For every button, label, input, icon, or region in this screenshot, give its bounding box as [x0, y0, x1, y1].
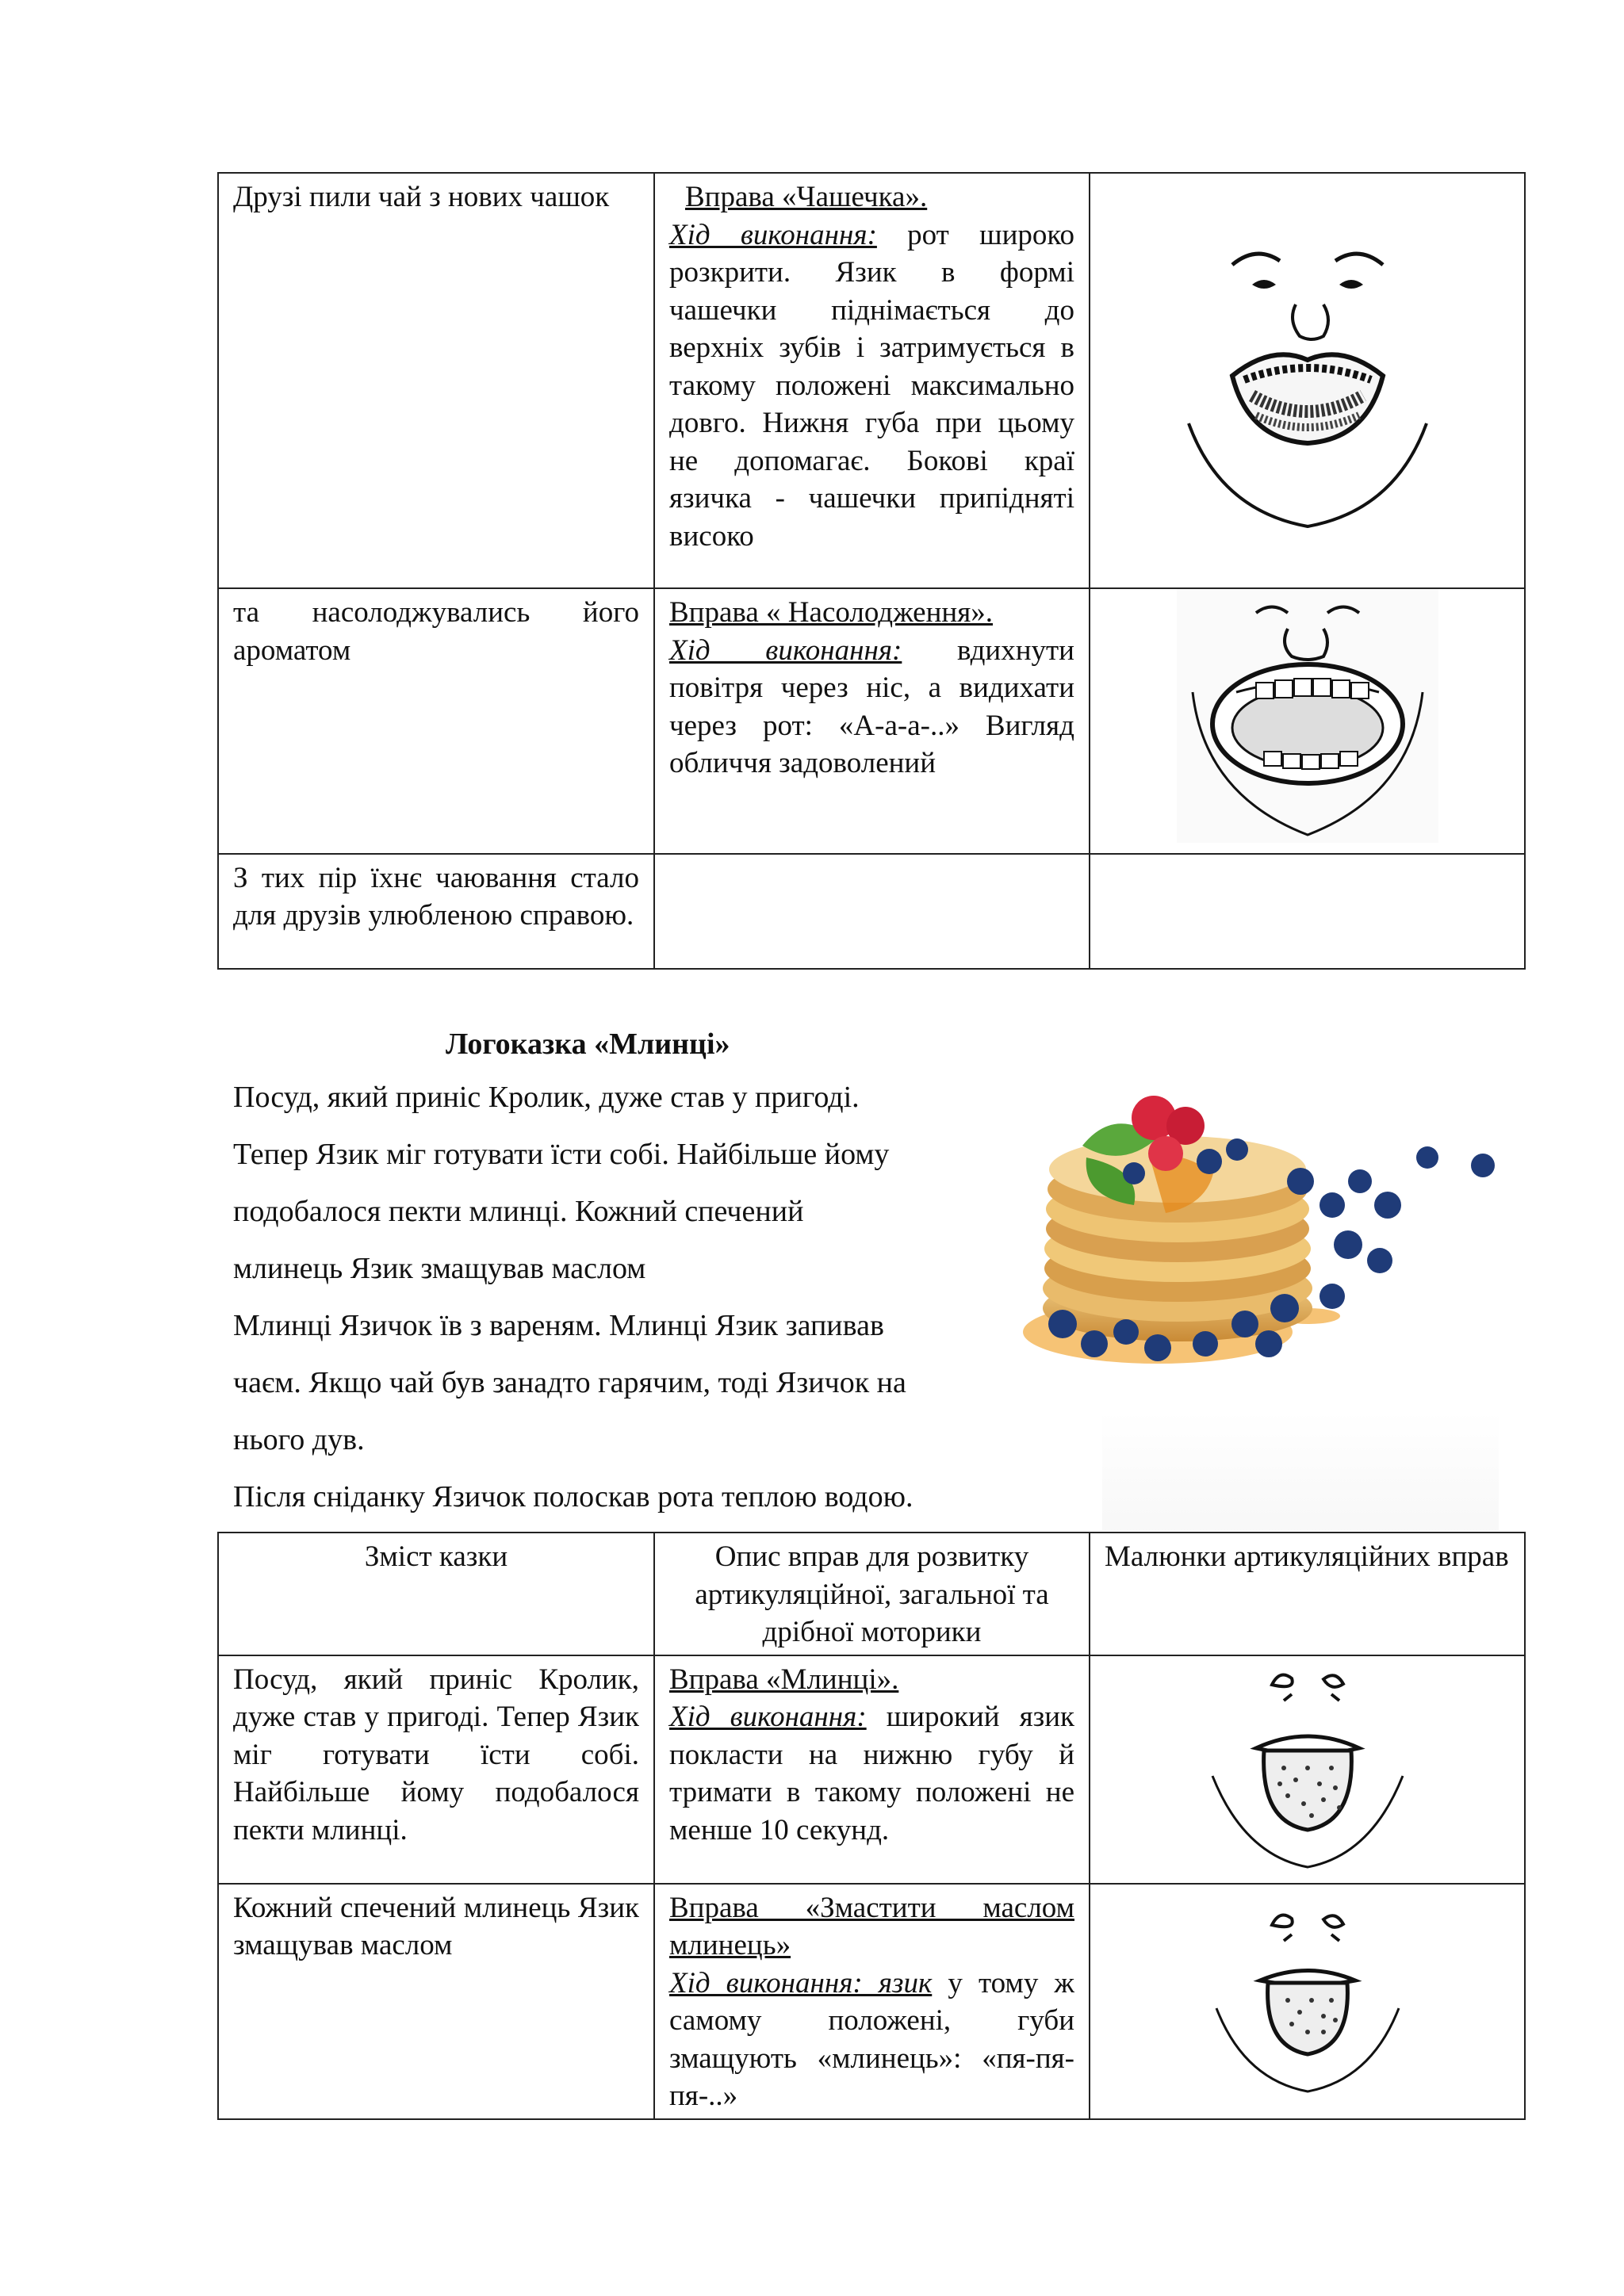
how-label: Хід виконання:	[669, 633, 902, 667]
exercise-cell	[654, 1884, 1090, 2119]
how-text: вдихнути повітря через ніс, а видихати через рот: «А-а-а-..» Вигляд обличчя задоволений	[669, 633, 1074, 779]
story-cell	[218, 1655, 654, 1884]
how-label: Хід виконання:	[669, 1701, 867, 1733]
exercise-cell	[654, 588, 1090, 854]
how-text: широкий язик покласти на нижню губу й тримати в такому положені не менше 10 секунд.	[669, 1701, 1074, 1846]
how-text: у тому ж самому положені, губи змащують «млинець»: «пя-пя-пя-..»	[669, 1966, 1074, 2112]
story-line: млинець Язик змащував маслом	[233, 1252, 646, 1285]
table-row	[218, 588, 1525, 854]
header-text: Малюнки артикуляційних вправ	[1105, 1540, 1509, 1573]
open-mouth-illustration	[1177, 589, 1438, 843]
picture-cell	[1090, 1655, 1525, 1884]
story-line: Млинці Язичок їв з вареням. Млинці Язик запивав	[233, 1309, 884, 1342]
picture-cell	[1090, 1884, 1525, 2119]
exercise-cell-empty	[654, 854, 1090, 969]
how-label: Хід виконання: язик	[669, 1966, 933, 1999]
exercise-table-1	[217, 172, 1526, 970]
story-line: подобалося пекти млинці. Кожний спечений	[233, 1195, 804, 1228]
picture-cell	[1090, 588, 1525, 854]
story-text: та насолоджувались його ароматом	[233, 596, 639, 667]
picture-cell	[1090, 173, 1525, 588]
story-text: З тих пір їхнє чаювання стало для друзів улюбленою справою.	[233, 861, 639, 932]
story-line: чаєм. Якщо чай був занадто гарячим, тоді Язичок на	[233, 1366, 906, 1399]
story-line: Тепер Язик міг готувати їсти собі. Найбільше йому	[233, 1138, 890, 1171]
exercise-title: Вправа «Млинці».	[669, 1663, 899, 1696]
how-label: Хід виконання:	[669, 218, 877, 251]
exercise-cell	[654, 173, 1090, 588]
table-row	[218, 1884, 1525, 2119]
exercise-title: Вправа «Чашечка».	[685, 181, 928, 213]
exercise-table-2	[217, 1532, 1526, 2120]
header-exercise-description	[654, 1533, 1090, 1655]
how-text: рот широко розкрити. Язик в формі чашечки піднімається до верхніх зубів і затримується в такому положені максимально довго. Нижня губа при цьому не допомагає. Бокові краї язичка - чашечки припідняті високо	[669, 218, 1074, 553]
pancake-stack-image	[1007, 1070, 1515, 1411]
exercise-cell	[654, 1655, 1090, 1884]
story-line: Після сніданку Язичок полоскав рота теплою водою.	[233, 1480, 914, 1513]
story-line: Посуд, який приніс Кролик, дуже став у пригоді.	[233, 1081, 860, 1114]
story-text: Посуд, який приніс Кролик, дуже став у пригоді. Тепер Язик міг готувати їсти собі. Найбільше йому подобалося пекти млинці.	[233, 1663, 639, 1846]
table-row	[218, 1655, 1525, 1884]
story-cell	[218, 1884, 654, 2119]
story-text: Кожний спечений млинець Язик змащував маслом	[233, 1891, 639, 1961]
exercise-title: Вправа « Насолодження».	[669, 596, 993, 629]
story-cell	[218, 588, 654, 854]
table-row	[218, 173, 1525, 588]
pancake-tongue-illustration	[1189, 1657, 1427, 1871]
story-cell	[218, 854, 654, 969]
header-pictures	[1090, 1533, 1525, 1655]
picture-cell-empty	[1090, 854, 1525, 969]
table-header-row	[218, 1533, 1525, 1655]
story-text: Друзі пили чай з нових чашок	[233, 181, 610, 213]
exercise-title: Вправа «Змастити маслом млинець»	[669, 1891, 1074, 1961]
story-line: нього дув.	[233, 1423, 365, 1456]
table-row	[218, 854, 1525, 969]
header-story-content	[218, 1533, 654, 1655]
butter-pancake-illustration	[1201, 1897, 1415, 2095]
cup-tongue-illustration	[1177, 217, 1438, 534]
story-cell	[218, 173, 654, 588]
image-shadow	[1102, 1411, 1499, 1530]
header-text: Опис вправ для розвитку артикуляційної, загальної та дрібної моторики	[695, 1540, 1049, 1648]
story-title: Логоказка «Млинці»	[446, 1027, 730, 1061]
header-text: Зміст казки	[364, 1540, 508, 1573]
